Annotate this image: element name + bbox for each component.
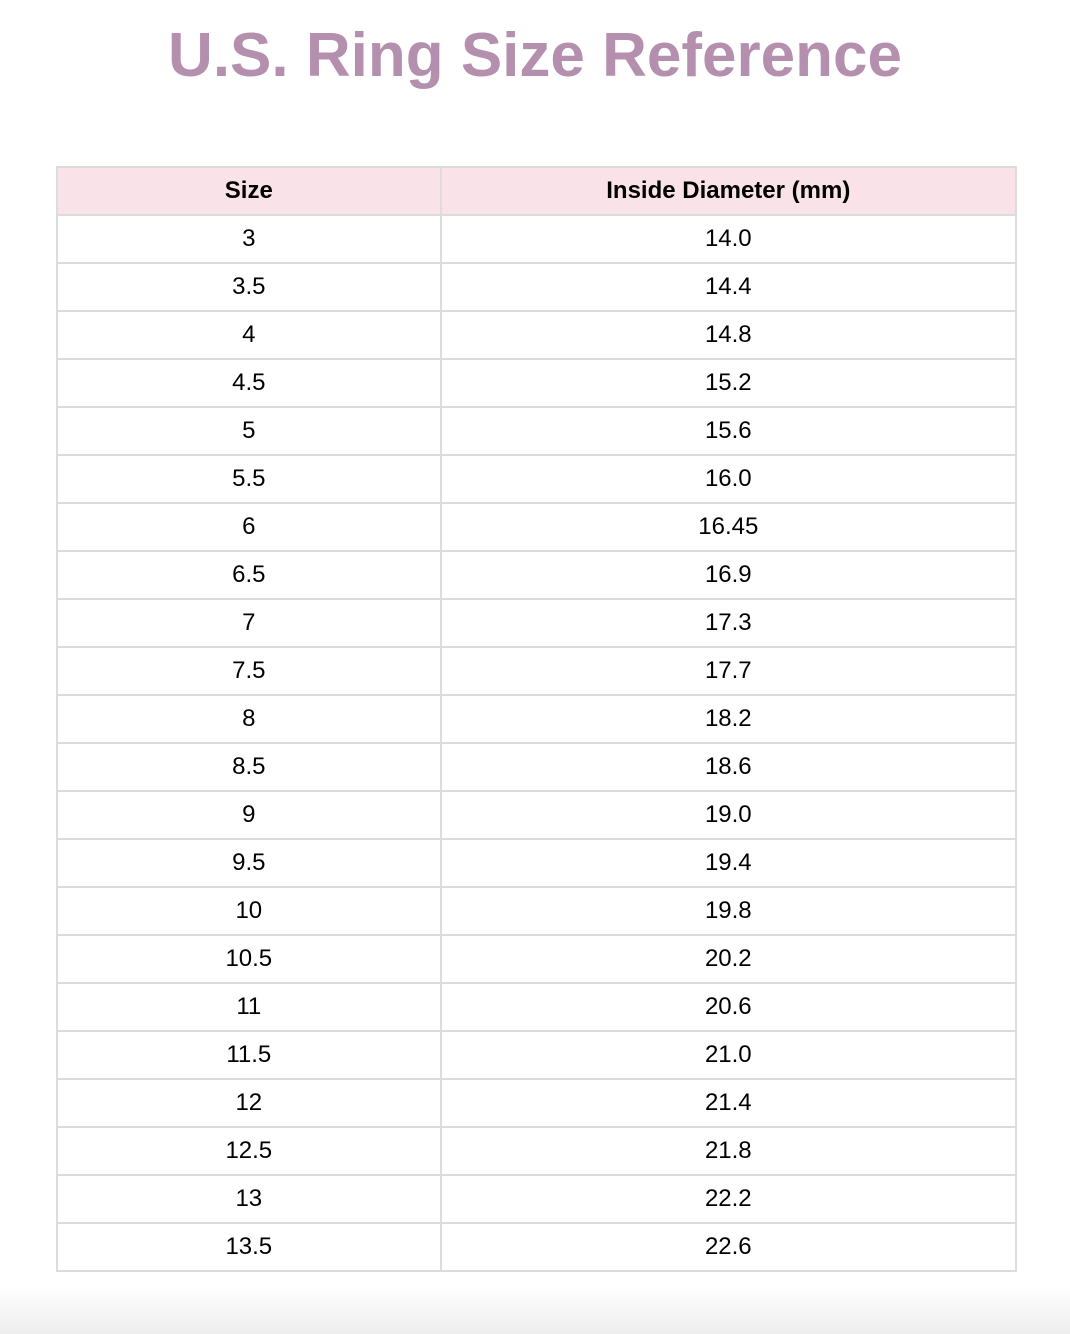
size-cell: 13 xyxy=(57,1175,441,1223)
diameter-cell: 21.0 xyxy=(441,1031,1016,1079)
size-cell: 5 xyxy=(57,407,441,455)
size-cell: 8 xyxy=(57,695,441,743)
table-row xyxy=(57,647,1016,695)
size-cell: 11.5 xyxy=(57,1031,441,1079)
size-cell: 12 xyxy=(57,1079,441,1127)
diameter-cell: 17.3 xyxy=(441,599,1016,647)
diameter-cell: 17.7 xyxy=(441,647,1016,695)
table-row xyxy=(57,1223,1016,1271)
diameter-cell: 22.6 xyxy=(441,1223,1016,1271)
size-cell: 7 xyxy=(57,599,441,647)
diameter-cell: 18.6 xyxy=(441,743,1016,791)
table-row xyxy=(57,695,1016,743)
ring-size-table xyxy=(56,166,1017,1272)
size-cell: 10.5 xyxy=(57,935,441,983)
diameter-cell: 14.0 xyxy=(441,215,1016,263)
diameter-cell: 14.8 xyxy=(441,311,1016,359)
table-row xyxy=(57,599,1016,647)
table-body xyxy=(57,215,1016,1271)
page-title: U.S. Ring Size Reference xyxy=(168,21,902,90)
table-row xyxy=(57,215,1016,263)
size-cell: 8.5 xyxy=(57,743,441,791)
page-bottom-fade xyxy=(0,1286,1070,1334)
table-row xyxy=(57,407,1016,455)
diameter-cell: 15.6 xyxy=(441,407,1016,455)
size-cell: 3 xyxy=(57,215,441,263)
diameter-cell: 16.45 xyxy=(441,503,1016,551)
column-header-size: Size xyxy=(57,167,441,215)
page xyxy=(0,20,1070,1272)
size-cell: 4 xyxy=(57,311,441,359)
table-header-row xyxy=(57,167,1016,215)
column-header-inside-diameter: Inside Diameter (mm) xyxy=(441,167,1016,215)
table-row xyxy=(57,791,1016,839)
diameter-cell: 22.2 xyxy=(441,1175,1016,1223)
diameter-cell: 16.9 xyxy=(441,551,1016,599)
table-row xyxy=(57,839,1016,887)
size-cell: 6 xyxy=(57,503,441,551)
size-cell: 10 xyxy=(57,887,441,935)
diameter-cell: 19.8 xyxy=(441,887,1016,935)
table-row xyxy=(57,359,1016,407)
size-cell: 11 xyxy=(57,983,441,1031)
diameter-cell: 21.8 xyxy=(441,1127,1016,1175)
diameter-cell: 15.2 xyxy=(441,359,1016,407)
table-row xyxy=(57,551,1016,599)
table-row xyxy=(57,1031,1016,1079)
table-row xyxy=(57,503,1016,551)
table-row xyxy=(57,887,1016,935)
table-row xyxy=(57,1175,1016,1223)
table-row xyxy=(57,1127,1016,1175)
table-row xyxy=(57,311,1016,359)
size-cell: 12.5 xyxy=(57,1127,441,1175)
size-cell: 6.5 xyxy=(57,551,441,599)
diameter-cell: 21.4 xyxy=(441,1079,1016,1127)
table-row xyxy=(57,983,1016,1031)
table-row xyxy=(57,743,1016,791)
table-row xyxy=(57,935,1016,983)
size-cell: 9 xyxy=(57,791,441,839)
size-cell: 13.5 xyxy=(57,1223,441,1271)
diameter-cell: 20.6 xyxy=(441,983,1016,1031)
size-cell: 3.5 xyxy=(57,263,441,311)
size-cell: 9.5 xyxy=(57,839,441,887)
size-cell: 5.5 xyxy=(57,455,441,503)
diameter-cell: 18.2 xyxy=(441,695,1016,743)
diameter-cell: 20.2 xyxy=(441,935,1016,983)
size-cell: 4.5 xyxy=(57,359,441,407)
table-row xyxy=(57,263,1016,311)
diameter-cell: 16.0 xyxy=(441,455,1016,503)
table-row xyxy=(57,1079,1016,1127)
diameter-cell: 19.4 xyxy=(441,839,1016,887)
size-cell: 7.5 xyxy=(57,647,441,695)
table-row xyxy=(57,455,1016,503)
diameter-cell: 19.0 xyxy=(441,791,1016,839)
diameter-cell: 14.4 xyxy=(441,263,1016,311)
